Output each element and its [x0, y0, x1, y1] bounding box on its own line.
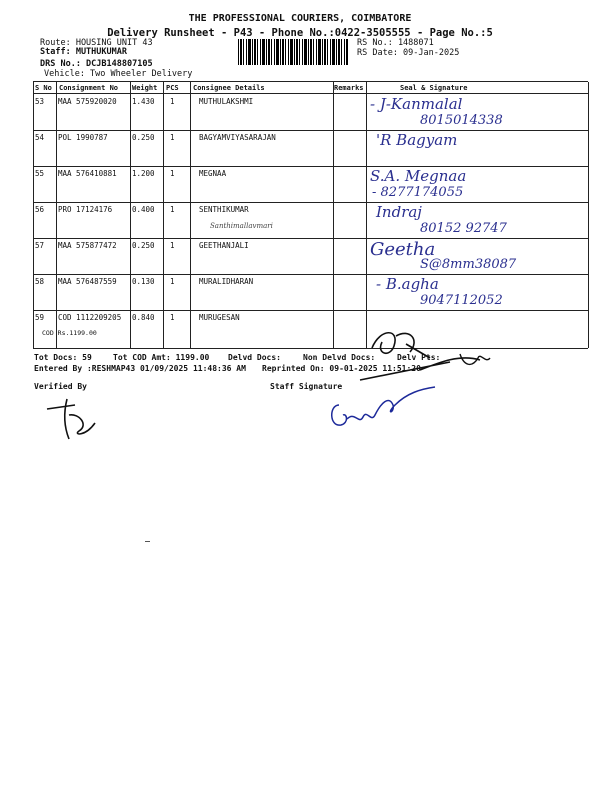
cell-pcs: 1: [170, 133, 175, 142]
staff-signature-scribble: [325, 375, 445, 435]
col-header-sno: S No: [35, 84, 52, 92]
row-divider: [33, 202, 588, 203]
total-cod-amount: Tot COD Amt: 1199.00: [113, 353, 210, 362]
handwritten-signature: S.A. Megnaa: [370, 167, 467, 185]
cell-pcs: 1: [170, 313, 175, 322]
cell-weight: 0.840: [132, 313, 155, 322]
stray-mark: [145, 541, 150, 542]
table-header-border: [33, 93, 588, 94]
cell-consignment-no: MAA 575877472: [58, 241, 117, 250]
cell-consignee: MURUGESAN: [199, 313, 240, 322]
cell-sno: 57: [35, 241, 45, 250]
cell-sno: 53: [35, 97, 45, 106]
col-line: [33, 82, 34, 348]
col-header-consignee: Consignee Details: [193, 84, 265, 92]
total-docs: Tot Docs: 59: [34, 353, 92, 362]
cell-consignee: SENTHIKUMAR: [199, 205, 249, 214]
col-line: [333, 82, 334, 348]
route-label: Route: HOUSING UNIT 43: [40, 38, 153, 48]
consignee-handwritten-note: Santhimallavmari: [210, 222, 273, 230]
handwritten-phone: 9047112052: [420, 293, 503, 308]
cell-weight: 1.200: [132, 169, 155, 178]
cell-weight: 1.430: [132, 97, 155, 106]
vehicle-label: Vehicle: Two Wheeler Delivery: [44, 69, 193, 79]
cell-consignee: BAGYAMVIYASARAJAN: [199, 133, 276, 142]
handwritten-phone: S@8mm38087: [420, 257, 517, 272]
cod-amount: COD Rs.1199.00: [42, 329, 97, 337]
cell-weight: 0.400: [132, 205, 155, 214]
col-header-signature: Seal & Signature: [400, 84, 468, 92]
cell-pcs: 1: [170, 241, 175, 250]
col-header-weight: Weight: [132, 84, 158, 92]
handwritten-signature: Indraj: [376, 203, 422, 221]
col-line: [130, 82, 131, 348]
cell-consignment-no: MAA 576487559: [58, 277, 117, 286]
col-line: [190, 82, 191, 348]
handwritten-phone: - 8277174055: [372, 185, 464, 200]
cell-consignment-no: MAA 576410881: [58, 169, 117, 178]
cell-consignee: MUTHULAKSHMI: [199, 97, 254, 106]
cell-consignee: MURALIDHARAN: [199, 277, 254, 286]
row-divider: [33, 310, 588, 311]
col-line: [366, 82, 367, 348]
reprinted-on: Reprinted On: 09-01-2025 11:51:20: [262, 364, 421, 373]
handwritten-phone: 8015014338: [420, 113, 503, 128]
col-header-remarks: Remarks: [334, 84, 364, 92]
col-line: [588, 82, 589, 348]
cell-consignment-no: MAA 575920020: [58, 97, 117, 106]
cell-pcs: 1: [170, 277, 175, 286]
row-divider: [33, 238, 588, 239]
row-divider: [33, 166, 588, 167]
col-line: [56, 82, 57, 348]
rs-number: RS No.: 1488071: [357, 38, 434, 48]
handwritten-phone: 80152 92747: [420, 221, 507, 236]
cell-pcs: 1: [170, 97, 175, 106]
company-name: THE PROFESSIONAL COURIERS, COIMBATORE: [188, 13, 412, 24]
row-divider: [33, 274, 588, 275]
handwritten-signature: 'R Bagyam: [376, 131, 458, 149]
verified-by-label: Verified By: [34, 382, 87, 391]
non-delivered-docs: Non Delvd Docs:: [303, 353, 376, 362]
verifier-signature-scribble: [45, 395, 105, 445]
cell-sno: 56: [35, 205, 45, 214]
cell-consignee: GEETHANJALI: [199, 241, 249, 250]
cell-pcs: 1: [170, 169, 175, 178]
col-header-consignment: Consignment No: [59, 84, 119, 92]
cell-consignment-no: POL 1990787: [58, 133, 108, 142]
cell-weight: 0.130: [132, 277, 155, 286]
drs-number: DRS No.: DCJB148807105: [40, 59, 153, 69]
runsheet-title: Delivery Runsheet - P43 - Phone No.:0422-3505555 - Page No.:5: [107, 27, 493, 39]
handwritten-signature: - J-Kanmalal: [370, 95, 463, 113]
entered-by: Entered By :RESHMAP43 01/09/2025 11:48:36 AM: [34, 364, 246, 373]
col-line: [163, 82, 164, 348]
cell-consignee: MEGNAA: [199, 169, 227, 178]
row-divider: [33, 130, 588, 131]
rs-date: RS Date: 09-Jan-2025: [357, 48, 460, 58]
cell-pcs: 1: [170, 205, 175, 214]
table-top-border: [33, 81, 588, 82]
staff-signature-label: Staff Signature: [270, 382, 343, 391]
cell-consignment-no: PRO 17124176: [58, 205, 113, 214]
delivery-points: Delv Pts:: [397, 353, 441, 362]
handwritten-signature: - B.agha: [376, 275, 439, 293]
cell-consignment-no: COD 1112209205: [58, 313, 122, 322]
handwritten-signature: Geetha: [370, 239, 436, 260]
cell-sno: 58: [35, 277, 45, 286]
delivered-docs: Delvd Docs:: [228, 353, 281, 362]
barcode: [238, 39, 348, 65]
cell-sno: 55: [35, 169, 45, 178]
col-header-pcs: PCS: [166, 84, 179, 92]
cell-weight: 0.250: [132, 241, 155, 250]
staff-label: Staff: MUTHUKUMAR: [40, 47, 127, 57]
cell-weight: 0.250: [132, 133, 155, 142]
cell-sno: 54: [35, 133, 45, 142]
cell-sno: 59: [35, 313, 45, 322]
table-bottom-border: [33, 348, 588, 349]
